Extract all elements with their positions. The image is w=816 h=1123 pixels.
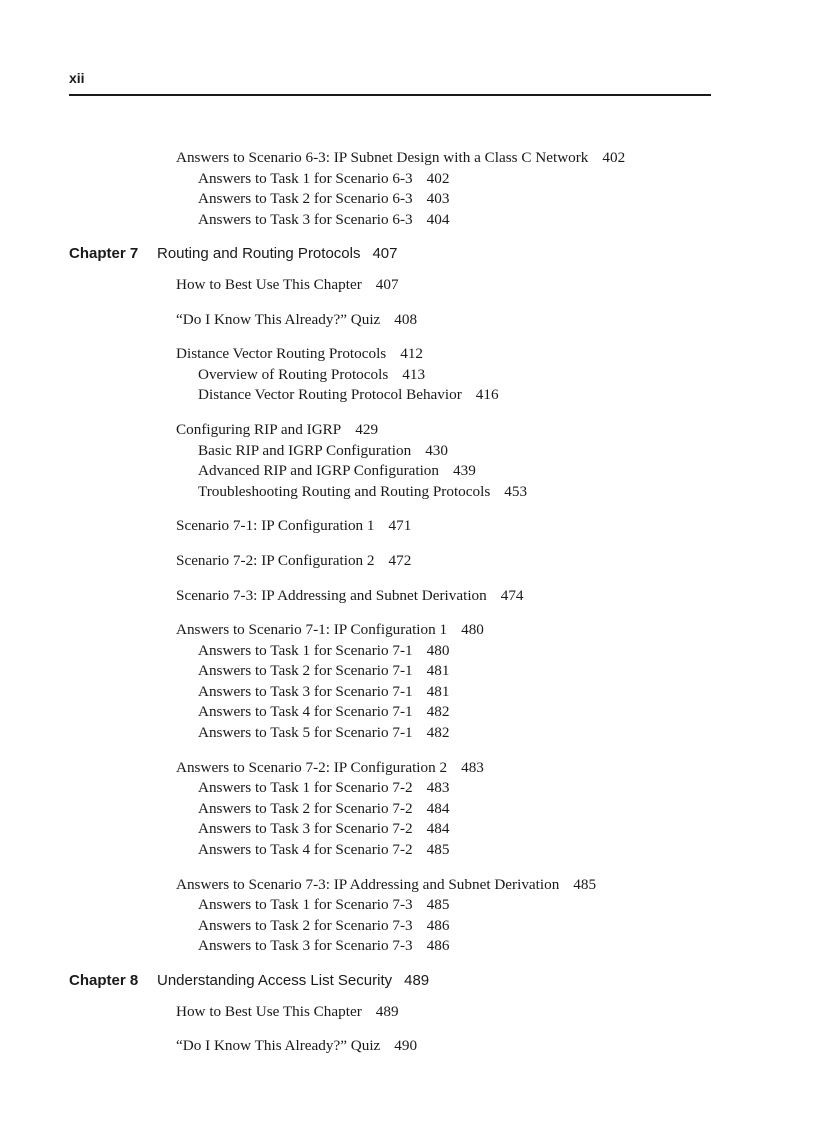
toc-subsection-entry[interactable] [69, 916, 769, 937]
toc-section-entry[interactable] [69, 551, 769, 572]
toc-subsection-entry[interactable] [69, 936, 769, 957]
toc-subsection-entry[interactable] [69, 169, 769, 190]
toc-entry-title: Scenario 7-1: IP Configuration 1 [176, 517, 375, 535]
toc-section-group [69, 275, 769, 296]
toc-entry-page-number: 481 [426, 682, 450, 700]
toc-subsection-entry[interactable] [69, 441, 769, 462]
toc-entry-page-number: 429 [355, 420, 379, 438]
toc-entry-title: Answers to Task 1 for Scenario 6-3 [198, 169, 413, 187]
toc-entry-page-number: 472 [388, 551, 412, 569]
toc-entry-page-number: 483 [461, 758, 484, 776]
toc-subsection-entry[interactable] [69, 840, 769, 861]
toc-entry-page-number: 403 [426, 190, 450, 208]
chapter-title: Understanding Access List Security [157, 972, 393, 989]
toc-entry-title: Answers to Task 3 for Scenario 6-3 [198, 210, 413, 228]
toc-entry-title: Answers to Task 3 for Scenario 7-2 [198, 820, 413, 838]
toc-entry-title: Answers to Scenario 7-2: IP Configuration 2 [176, 758, 448, 776]
toc-entry-title: How to Best Use This Chapter [176, 275, 362, 293]
toc-entry-title: Answers to Task 1 for Scenario 7-1 [198, 641, 413, 659]
toc-entry-title: Answers to Task 2 for Scenario 7-2 [198, 799, 413, 817]
toc-subsection-entry[interactable] [69, 641, 769, 662]
toc-entry-page-number: 412 [400, 345, 423, 363]
toc-entry-page-number: 484 [426, 799, 450, 817]
toc-subsection-entry[interactable] [69, 482, 769, 503]
toc-entry-title: “Do I Know This Already?” Quiz [176, 310, 381, 328]
toc-entry-title: Answers to Task 2 for Scenario 6-3 [198, 190, 413, 208]
toc-section-entry[interactable] [69, 586, 769, 607]
toc-entry-title: Scenario 7-3: IP Addressing and Subnet Derivation [176, 586, 487, 604]
toc-entry-title: Answers to Task 3 for Scenario 7-1 [198, 682, 413, 700]
toc-section-entry[interactable] [69, 1002, 769, 1023]
toc-entry-page-number: 481 [426, 662, 450, 680]
header-rule [69, 94, 711, 96]
chapter-page-number: 489 [404, 972, 430, 989]
toc-entry-page-number: 484 [426, 820, 450, 838]
toc-section-entry[interactable] [69, 875, 769, 896]
toc-section-entry[interactable] [69, 1036, 769, 1057]
toc-section-entry[interactable] [69, 310, 769, 331]
toc-subsection-entry[interactable] [69, 895, 769, 916]
toc-entry-title: Answers to Task 4 for Scenario 7-2 [198, 841, 413, 859]
toc-entry-title: Answers to Task 3 for Scenario 7-3 [198, 937, 413, 955]
toc-entry-page-number: 482 [426, 703, 450, 721]
toc-entry-title: Troubleshooting Routing and Routing Protocols [198, 482, 491, 500]
toc-entry-page-number: 404 [426, 210, 450, 228]
toc-entry-page-number: 489 [375, 1002, 399, 1020]
chapter-label: Chapter 8 [69, 972, 139, 989]
toc-entry-page-number: 486 [426, 937, 450, 955]
toc-subsection-entry[interactable] [69, 385, 769, 406]
toc-subsection-entry[interactable] [69, 723, 769, 744]
toc-section-group [69, 344, 769, 406]
toc-entry-title: Basic RIP and IGRP Configuration [198, 441, 412, 459]
toc-entry-page-number: 439 [453, 462, 476, 480]
toc-entry-title: Distance Vector Routing Protocols [176, 345, 387, 363]
page-folio: xii [69, 70, 85, 86]
toc-entry-page-number: 402 [602, 149, 626, 166]
toc-entry-page-number: 480 [461, 621, 484, 639]
toc-entry-title: Answers to Task 4 for Scenario 7-1 [198, 703, 413, 721]
toc-section-group [69, 310, 769, 331]
toc-entry-title: Configuring RIP and IGRP [176, 420, 342, 438]
toc-entry-page-number: 485 [426, 896, 450, 914]
toc-subsection-entry[interactable] [69, 210, 769, 231]
toc-entry-page-number: 485 [573, 875, 597, 893]
chapter-heading[interactable] [69, 244, 769, 265]
toc-subsection-entry[interactable] [69, 819, 769, 840]
chapter-heading[interactable] [69, 971, 769, 992]
toc-section-group [69, 1002, 769, 1023]
toc-entry-page-number: 416 [475, 386, 499, 404]
toc-subsection-entry[interactable] [69, 365, 769, 386]
toc-section-entry[interactable] [69, 420, 769, 441]
toc-entry-page-number: 402 [426, 169, 450, 187]
toc-entry-title: Overview of Routing Protocols [198, 365, 389, 383]
toc-section-group [69, 586, 769, 607]
toc-section-entry[interactable] [69, 275, 769, 296]
toc-subsection-entry[interactable] [69, 661, 769, 682]
toc-entry-page-number: 480 [426, 641, 450, 659]
toc-section-group [69, 551, 769, 572]
toc-entry-title: Answers to Scenario 6-3: IP Subnet Design with a Class C Network [176, 149, 589, 166]
toc-section-group [69, 148, 769, 230]
chapter-title: Routing and Routing Protocols [157, 245, 361, 263]
toc-entry-title: “Do I Know This Already?” Quiz [176, 1037, 381, 1055]
toc-section-entry[interactable] [69, 344, 769, 365]
toc-section-entry[interactable] [69, 516, 769, 537]
toc-entry-title: Scenario 7-2: IP Configuration 2 [176, 551, 375, 569]
table-of-contents [69, 148, 769, 1071]
toc-subsection-entry[interactable] [69, 682, 769, 703]
toc-entry-title: Answers to Task 2 for Scenario 7-3 [198, 916, 413, 934]
toc-entry-page-number: 474 [500, 586, 524, 604]
toc-entry-title: Answers to Task 1 for Scenario 7-3 [198, 896, 413, 914]
toc-entry-title: Answers to Scenario 7-3: IP Addressing and Subnet Derivation [176, 875, 560, 893]
toc-entry-page-number: 471 [388, 517, 412, 535]
toc-section-group [69, 516, 769, 537]
toc-subsection-entry[interactable] [69, 189, 769, 210]
chapter-label: Chapter 7 [69, 245, 139, 263]
toc-entry-page-number: 482 [426, 724, 450, 742]
toc-entry-title: Answers to Task 1 for Scenario 7-2 [198, 779, 413, 797]
toc-entry-page-number: 413 [402, 365, 426, 383]
toc-entry-title: Advanced RIP and IGRP Configuration [198, 462, 439, 480]
toc-section-group [69, 758, 769, 861]
toc-section-group [69, 620, 769, 744]
toc-entry-page-number: 408 [394, 310, 418, 328]
toc-entry-page-number: 486 [426, 916, 450, 934]
toc-entry-title: Distance Vector Routing Protocol Behavior [198, 386, 462, 404]
toc-entry-title: How to Best Use This Chapter [176, 1002, 362, 1020]
toc-subsection-entry[interactable] [69, 702, 769, 723]
toc-section-entry[interactable] [69, 148, 769, 169]
toc-entry-page-number: 430 [425, 441, 448, 459]
chapter-page-number: 407 [372, 245, 398, 263]
toc-subsection-entry[interactable] [69, 778, 769, 799]
toc-section-group [69, 1036, 769, 1057]
toc-subsection-entry[interactable] [69, 461, 769, 482]
toc-entry-title: Answers to Task 2 for Scenario 7-1 [198, 662, 413, 680]
toc-section-group [69, 875, 769, 957]
toc-section-entry[interactable] [69, 620, 769, 641]
toc-subsection-entry[interactable] [69, 799, 769, 820]
toc-entry-page-number: 485 [426, 841, 450, 859]
toc-section-group [69, 420, 769, 502]
toc-entry-page-number: 490 [394, 1037, 418, 1055]
toc-entry-page-number: 407 [375, 275, 399, 293]
toc-entry-page-number: 453 [504, 482, 528, 500]
toc-section-entry[interactable] [69, 758, 769, 779]
toc-entry-title: Answers to Scenario 7-1: IP Configuration 1 [176, 621, 448, 639]
toc-entry-title: Answers to Task 5 for Scenario 7-1 [198, 724, 413, 742]
toc-entry-page-number: 483 [426, 779, 450, 797]
